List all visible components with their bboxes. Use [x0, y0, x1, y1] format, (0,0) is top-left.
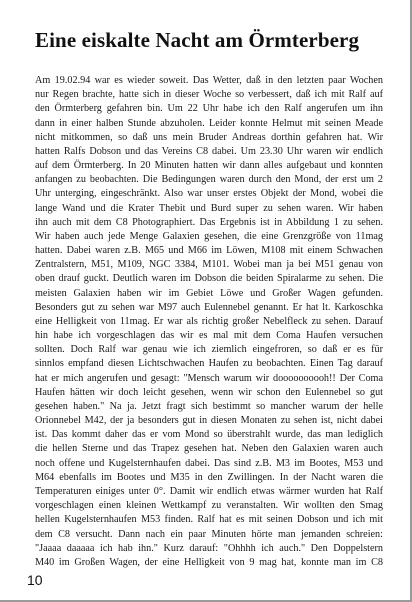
body-line: Orionnebel M42, der ja besonders gut in diesen Monaten zu sehen ist, nicht dabei [35, 415, 383, 427]
body-line: dem C8 versucht. Dann nach ein paar Minuten hörte man jemanden schreien: [35, 528, 383, 540]
body-line: die hellen Sterne und das Trapez gesehen hat. Neben den Galaxien waren auch [35, 443, 383, 455]
body-line: M64 ebenfalls im Bootes und M35 in den Zwillingen. In der Nacht waren die [35, 471, 383, 483]
body-line: hatten Ralfs Dobson und das Vereins C8 dabei. Um 23.30 Uhr waren wir endlich [35, 145, 383, 157]
body-line: auf dem Örmterberg. In 20 Minuten hatten wir dann alles aufgebaut und konnten [35, 160, 383, 172]
body-line: nicht mitkommen, so daß uns mein Bruder Andreas dorthin gefahren hat. Wir [35, 131, 383, 143]
body-line: "Jaaaa daaaaa ich hab ihn." Kurz darauf: "Ohhhh ich auch." Den Doppelstern [35, 542, 383, 554]
body-line: oben drauf guckt. Deutlich waren im Dobson die beiden Spiralarme zu sehen. Die [35, 273, 383, 285]
body-line: Besonders gut zu sehen war M97 auch Eulennebel genannt. Er hat lt. Karkoschka [35, 301, 383, 313]
article-title: Eine eiskalte Nacht am Örmterberg [35, 28, 360, 52]
body-line: Uhr unterging, eingeschränkt. Also war unser erstes Objekt der Mond, wobei die [35, 188, 383, 200]
body-line: Zentralstern, M51, M109, NGC 3384, M101. Wobei man ja bei M51 genau von [35, 259, 383, 271]
body-line: noch offene und Kugelsternhaufen dabei. Das sind z.B. M3 im Bootes, M53 und [35, 457, 383, 469]
body-line: hellen Kugelsternhaufen M53 finden. Ralf hat es mit seinen Dobson und ich mit [35, 514, 383, 526]
body-line: anfangen zu beobachten. Die Bedingungen waren durch den Mond, der erst um 2 [35, 174, 383, 186]
body-line: den Örmterberg gefahren bin. Um 22 Uhr habe ich den Ralf angerufen um ihn [35, 103, 383, 115]
body-line: Am 19.02.94 war es wieder soweit. Das Wetter, daß in den letzten paar Wochen [35, 75, 383, 86]
body-line: lange Wand und die Krater Thebit und Burd super zu sehen waren. Wir haben [35, 202, 383, 214]
body-line: eine Helligkeit von 11mag. Er war als richtig großer Nebelfleck zu sehen. Darauf [35, 315, 383, 327]
body-line: Haufen hätten wir doch leicht gesehen, wenn wir schon den Eulennebel so gut [35, 386, 383, 398]
body-line: Temperaturen einiges unter 0°. Damit wir endlich etwas wärmer wurden hat Ralf [35, 485, 383, 497]
body-line: sinnlos empfand diesen Lichtschwachen Haufen zu beobachten. Einen Tag darauf [35, 358, 383, 370]
body-line: Wir haben auch jede Menge Galaxien gesehen, die eine Grenzgröße von 11mag [35, 230, 383, 242]
body-line: sollten. Doch Ralf war genau wie ich ziemlich eingefroren, so daß er es für [35, 344, 383, 356]
body-line: gesehen haben." Na ja. Jetzt fragt sich bestimmt so mancher warum der helle [35, 400, 383, 412]
body-line: dann in einer halben Stunde abzuholen. Leider konnte Helmut mit seinen Meade [35, 117, 383, 129]
body-line: vorgeschlagen einen kleinen Wettkampf zu veranstalten. Wir wollten den Smag [35, 500, 383, 512]
body-line: meisten Galaxien haben wir im Gebiet Löwe und Großer Wagen gefunden. [35, 287, 383, 299]
body-line: hat er mich angerufen und gesagt: "Mensch warum wir doooooooooh!! Der Coma [35, 372, 383, 384]
body-line: hin habe ich vorgeschlagen das wir es mal mit dem Coma Haufen versuchen [35, 330, 383, 342]
body-line: ist. Das kommt daher das er vom Mond so überstrahlt wurde, das man lediglich [35, 429, 383, 441]
page-number: 10 [27, 572, 43, 588]
body-line: M40 im Großen Wagen, der eine Helligkeit von 9 mag hat, konnte man im C8 [35, 556, 383, 568]
article-body [35, 74, 383, 570]
body-line: hatten. Dabei waren z.B. M65 und M66 im Löwen, M108 mit einem Schwachen [35, 245, 383, 257]
body-line: ihn auch mit dem C8 Photographiert. Das Ergebnis ist in Abbildung 1 zu sehen. [35, 216, 383, 228]
body-line: nur Regen brachte, hatte sich in dieser Woche so verbessert, daß ich mit Ralf auf [35, 89, 383, 101]
